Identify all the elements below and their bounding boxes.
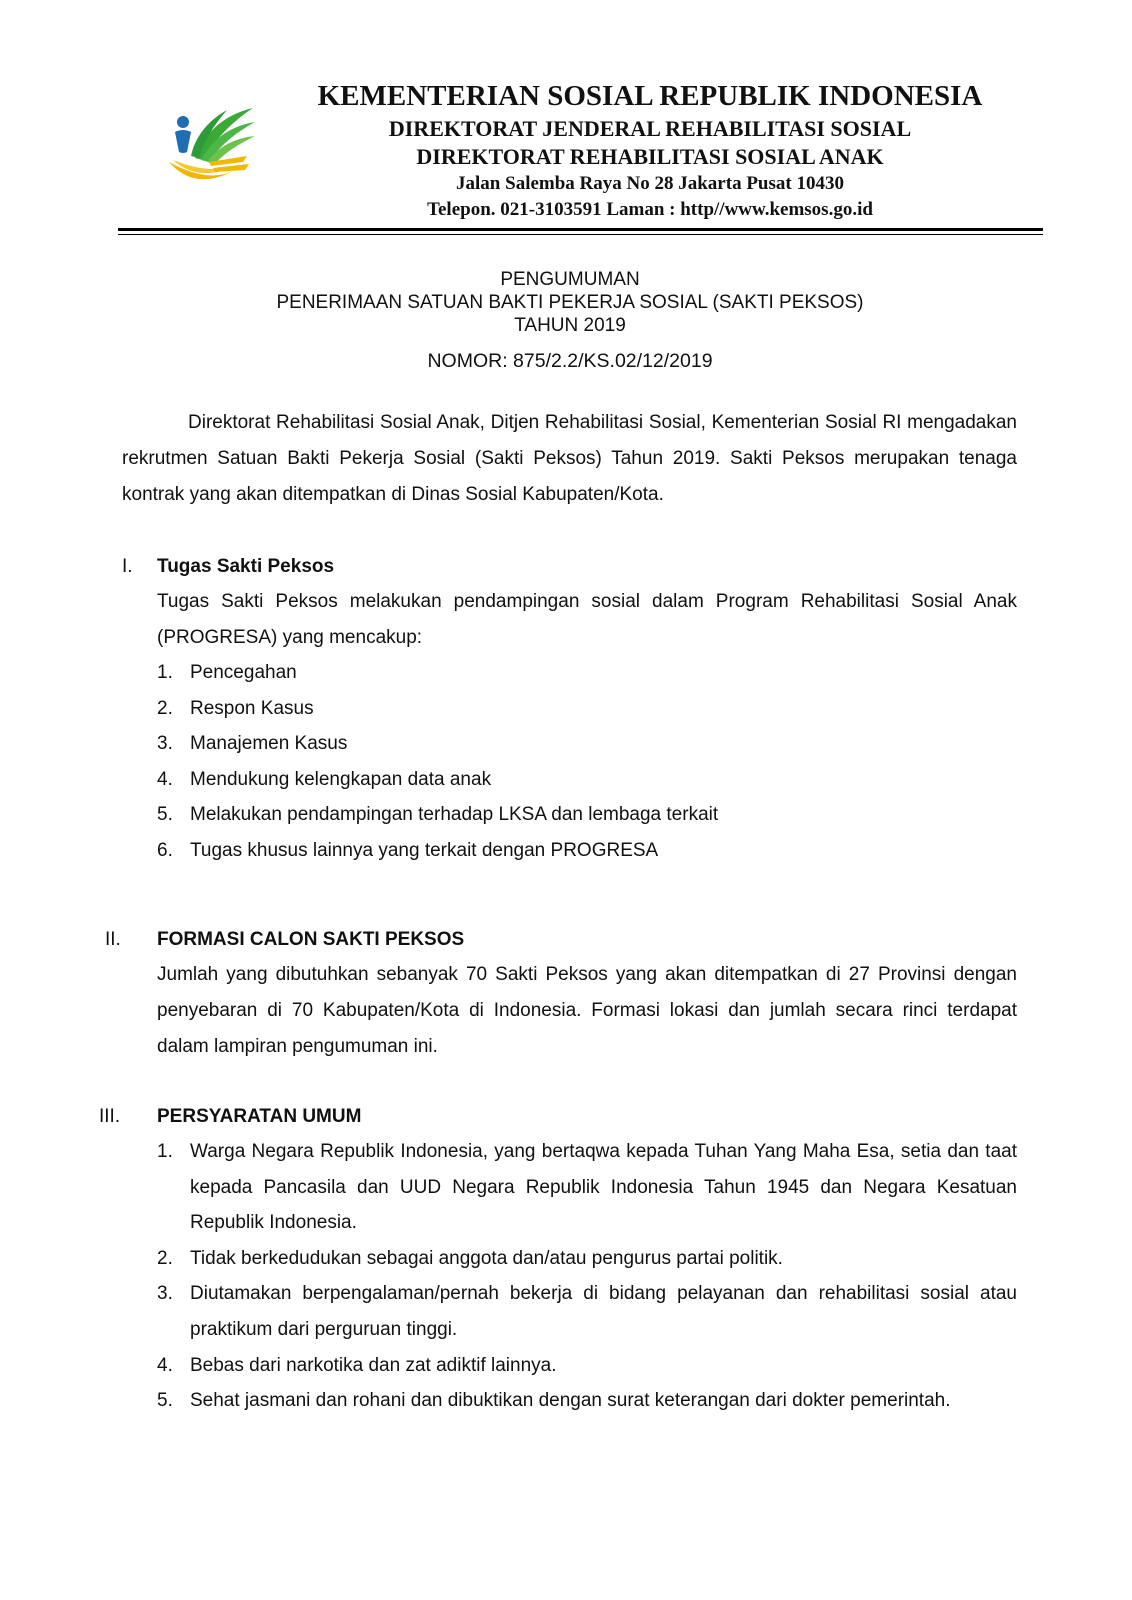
list-number: 3.	[157, 733, 173, 755]
announcement-subject: PENERIMAAN SATUAN BAKTI PEKERJA SOSIAL (SAKTI PEKSOS)	[276, 292, 864, 313]
section-body: Tugas Sakti Peksos melakukan pendampingan sosial dalam Program Rehabilitasi Sosial Anak (PROGRESA) yang mencakup:	[157, 591, 1017, 648]
announcement-year: TAHUN 2019	[514, 315, 626, 336]
list-item	[157, 726, 1017, 762]
section-title: PERSYARATAN UMUM	[157, 1106, 362, 1127]
section-title: Tugas Sakti Peksos	[157, 556, 335, 577]
kemensos-logo-icon	[165, 100, 257, 192]
list-number: 4.	[157, 1354, 173, 1376]
list-number: 2.	[157, 697, 173, 719]
intro-paragraph: Direktorat Rehabilitasi Sosial Anak, Ditjen Rehabilitasi Sosial, Kementerian Sosial RI mengadakan rekrutmen Satuan Bakti Pekerja Sosial (Sakti Peksos) Tahun 2019. Sakti Peksos merupakan tenaga kontrak yang akan ditempatkan di Dinas Sosial Kabupaten/Kota.	[122, 412, 1017, 505]
list-text: Tidak berkedudukan sebagai anggota dan/atau pengurus partai politik.	[190, 1247, 783, 1269]
list-item	[157, 797, 1017, 833]
list-item	[157, 1348, 1017, 1384]
section-title: FORMASI CALON SAKTI PEKSOS	[157, 929, 465, 950]
list-item	[157, 1276, 1017, 1347]
section-number: I.	[122, 556, 133, 577]
list-text: Pencegahan	[190, 662, 297, 683]
list-item	[157, 1241, 1017, 1277]
list-item	[157, 762, 1017, 798]
list-item	[157, 655, 1017, 691]
office-address: Jalan Salemba Raya No 28 Jakarta Pusat 10430	[456, 173, 844, 194]
section-number: II.	[105, 929, 121, 950]
list-text: Manajemen Kasus	[190, 733, 348, 755]
ministry-name: KEMENTERIAN SOSIAL REPUBLIK INDONESIA	[317, 80, 983, 112]
list-item	[157, 1383, 1017, 1419]
task-list	[157, 655, 1017, 869]
list-text: Tugas khusus lainnya yang terkait dengan PROGRESA	[190, 839, 659, 861]
list-text: Melakukan pendampingan terhadap LKSA dan lembaga terkait	[190, 804, 719, 826]
list-text: Bebas dari narkotika dan zat adiktif lainnya.	[190, 1354, 557, 1376]
directorate-general-name: DIREKTORAT JENDERAL REHABILITASI SOSIAL	[388, 116, 912, 141]
list-number: 1.	[157, 1141, 173, 1162]
office-contact: Telepon. 021-3103591 Laman : http//www.kemsos.go.id	[427, 199, 873, 220]
letterhead-divider-thin	[118, 234, 1043, 235]
announcement-heading: PENGUMUMAN	[500, 269, 640, 290]
list-text: Sehat jasmani dan rohani dan dibuktikan dengan surat keterangan dari dokter pemerintah.	[190, 1390, 951, 1412]
list-item	[157, 691, 1017, 727]
list-number: 5.	[157, 1390, 173, 1412]
announcement-number: NOMOR: 875/2.2/KS.02/12/2019	[427, 350, 713, 372]
list-item	[157, 833, 1017, 869]
list-text: Warga Negara Republik Indonesia, yang bertaqwa kepada Tuhan Yang Maha Esa, setia dan taat kepada Pancasila dan UUD Negara Republik Indonesia Tahun 1945 dan Negara Kesatuan Republik Indonesia.	[190, 1141, 1017, 1234]
section-body: Jumlah yang dibutuhkan sebanyak 70 Sakti Peksos yang akan ditempatkan di 27 Provinsi dengan penyebaran di 70 Kabupaten/Kota di Indonesia. Formasi lokasi dan jumlah secara rinci terdapat dalam lampiran pengumuman ini.	[157, 964, 1017, 1057]
list-number: 3.	[157, 1283, 173, 1305]
list-number: 5.	[157, 804, 173, 826]
list-number: 6.	[157, 839, 173, 861]
list-item	[157, 1134, 1017, 1241]
list-text: Respon Kasus	[190, 697, 314, 719]
requirements-list	[157, 1134, 1017, 1419]
list-number: 2.	[157, 1247, 173, 1269]
directorate-name: DIREKTORAT REHABILITASI SOSIAL ANAK	[416, 144, 884, 169]
list-number: 4.	[157, 768, 173, 790]
list-number: 1.	[157, 662, 173, 683]
section-number: III.	[99, 1106, 121, 1127]
list-text: Mendukung kelengkapan data anak	[190, 768, 492, 790]
list-text: Diutamakan berpengalaman/pernah bekerja di bidang pelayanan dan rehabilitasi sosial atau praktikum dari perguruan tinggi.	[190, 1283, 1017, 1340]
letterhead-divider-thick	[118, 228, 1043, 231]
logo-graphic	[165, 100, 257, 192]
